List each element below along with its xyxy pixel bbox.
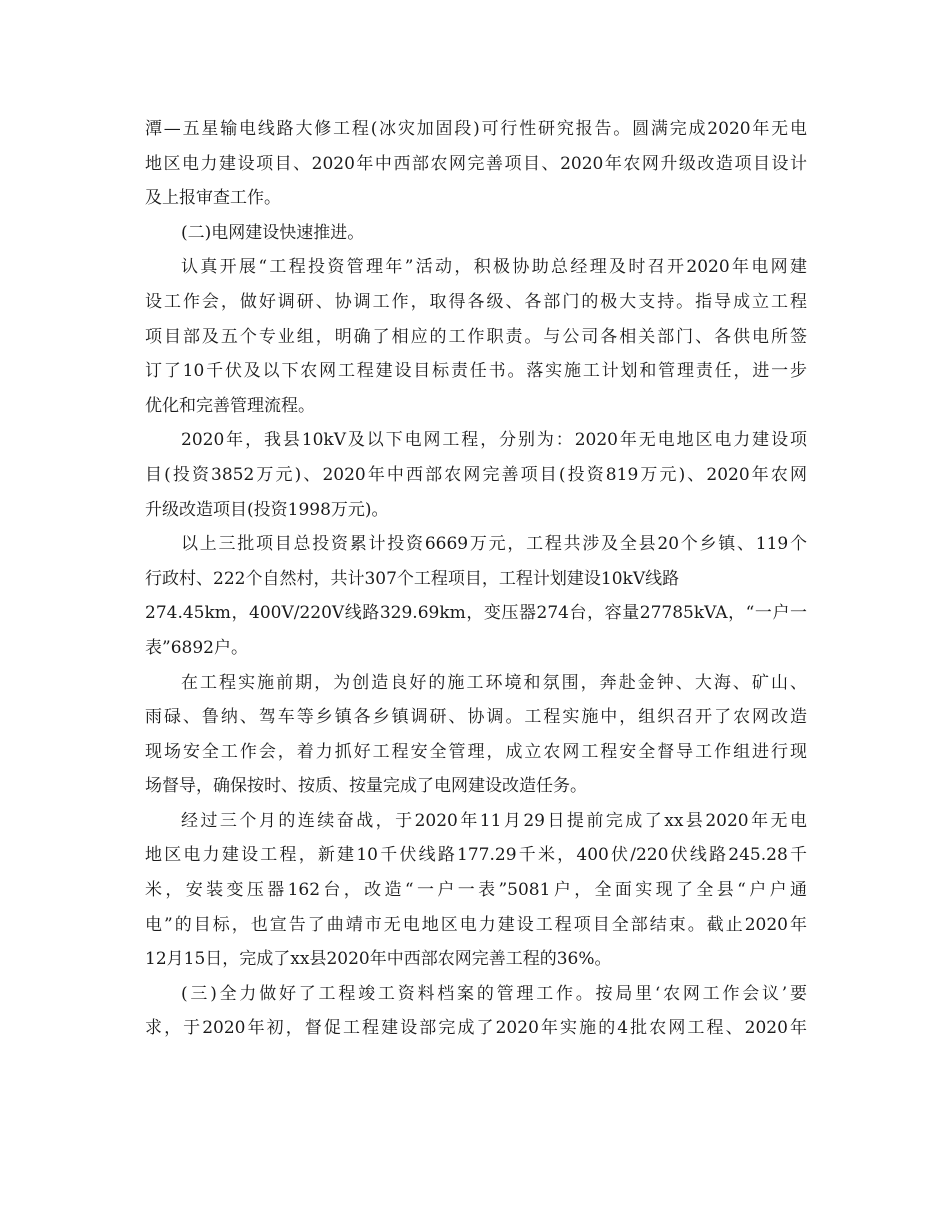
paragraph-line: 场督导，确保按时、按质、按量完成了电网建设改造任务。 (145, 776, 587, 797)
paragraph-line: 以上三批项目总投资累计投资6669万元，工程共涉及全县20个乡镇、119个 (181, 534, 807, 555)
paragraph-line: 及上报审查工作。 (145, 188, 281, 209)
paragraph-line: 项目部及五个专业组，明确了相应的工作职责。与公司各相关部门、各供电所签 (145, 326, 807, 347)
paragraph-line: 274.45km，400V/220V线路329.69km，变压器274台，容量27785kVA，“一户一 (145, 603, 807, 624)
paragraph-line: 表”6892户。 (145, 637, 248, 658)
document-body (145, 112, 807, 1046)
paragraph-line: 地区电力建设工程，新建10千伏线路177.29千米，400伏/220伏线路245.28千 (145, 845, 807, 866)
paragraph-line: 现场安全工作会，着力抓好工程安全管理，成立农网工程安全督导工作组进行现 (145, 741, 807, 762)
paragraph-line: 经过三个月的连续奋战，于2020年11月29日提前完成了xx县2020年无电 (181, 810, 807, 831)
paragraph-line: 地区电力建设项目、2020年中西部农网完善项目、2020年农网升级改造项目设计 (145, 153, 807, 174)
paragraph-line: 优化和完善管理流程。 (145, 395, 315, 416)
paragraph-line: 认真开展“工程投资管理年”活动，积极协助总经理及时召开2020年电网建 (181, 257, 807, 278)
paragraph-line: 目(投资3852万元)、2020年中西部农网完善项目(投资819万元)、2020年农网 (145, 464, 807, 485)
paragraph-line: 设工作会，做好调研、协调工作，取得各级、各部门的极大支持。指导成立工程 (145, 291, 807, 312)
paragraph-line: (三)全力做好了工程竣工资料档案的管理工作。按局里‘农网工作会议’要 (181, 983, 807, 1004)
paragraph-line: 订了10千伏及以下农网工程建设目标责任书。落实施工计划和管理责任，进一步 (145, 361, 807, 382)
paragraph-line: (二)电网建设快速推进。 (181, 222, 365, 243)
paragraph-line: 12月15日，完成了xx县2020年中西部农网完善工程的36%。 (145, 949, 612, 970)
paragraph-line: 在工程实施前期，为创造良好的施工环境和氛围，奔赴金钟、大海、矿山、 (181, 672, 807, 693)
paragraph-line: 2020年，我县10kV及以下电网工程，分别为：2020年无电地区电力建设项 (181, 430, 807, 451)
paragraph-line: 米，安装变压器162台，改造“一户一表”5081户，全面实现了全县“户户通 (145, 880, 807, 901)
paragraph-line: 潭—五星输电线路大修工程(冰灾加固段)可行性研究报告。圆满完成2020年无电 (145, 119, 807, 139)
paragraph-line: 雨碌、鲁纳、驾车等乡镇各乡镇调研、协调。工程实施中，组织召开了农网改造 (145, 707, 807, 728)
paragraph-line: 升级改造项目(投资1998万元)。 (145, 499, 389, 520)
paragraph-line: 行政村、222个自然村，共计307个工程项目，工程计划建设10kV线路 (145, 568, 680, 589)
paragraph-line: 求，于2020年初，督促工程建设部完成了2020年实施的4批农网工程、2020年 (145, 1018, 807, 1039)
paragraph-line: 电”的目标，也宣告了曲靖市无电地区电力建设工程项目全部结束。截止2020年 (145, 914, 807, 935)
